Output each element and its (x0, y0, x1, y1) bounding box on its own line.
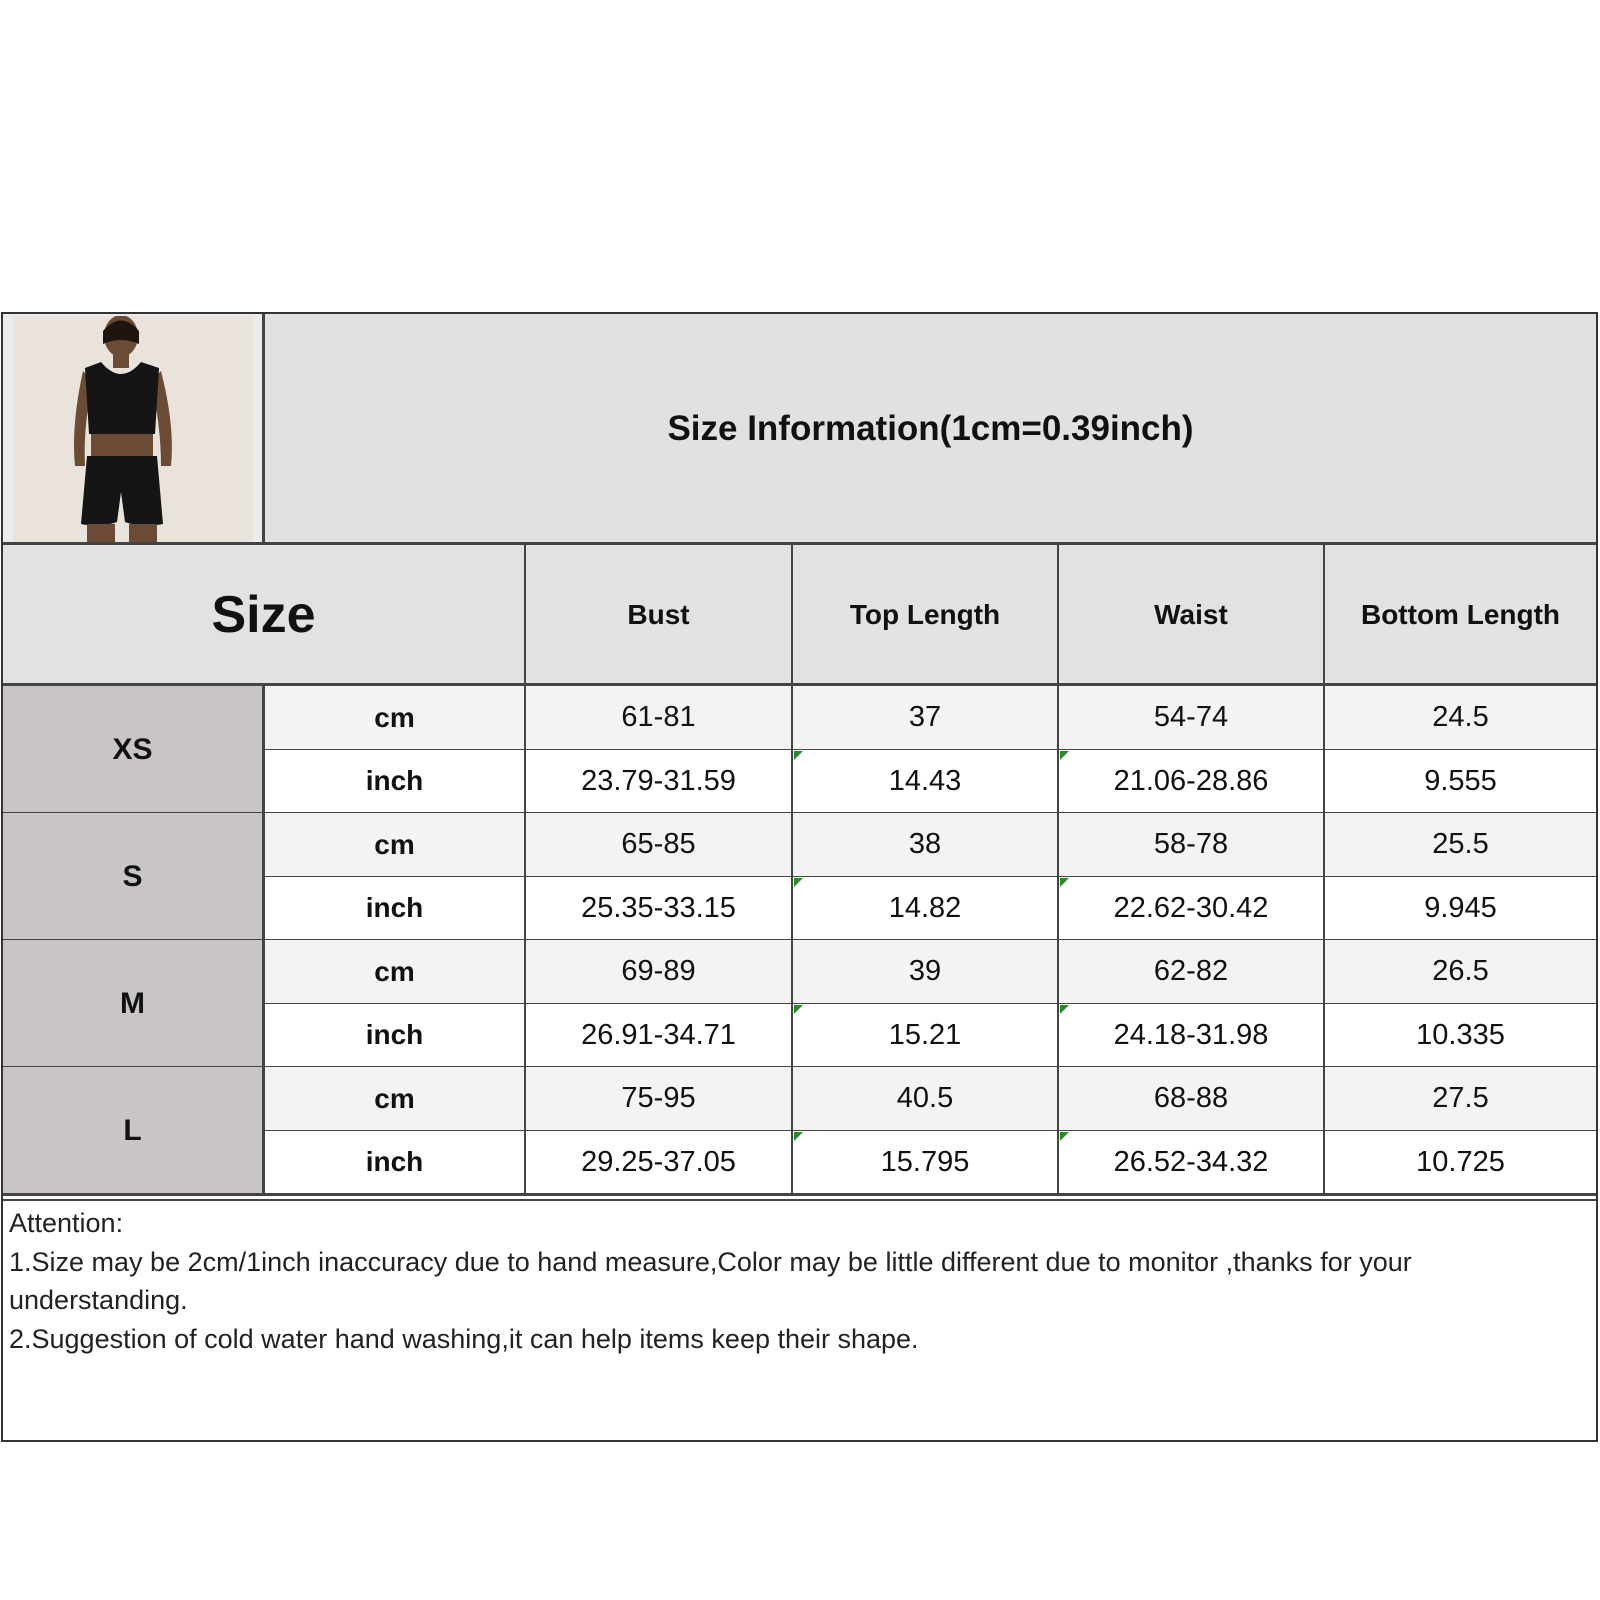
unit-label: cm (265, 940, 526, 1004)
cell-marker (1060, 878, 1069, 887)
measurement-cell: 27.5 (1325, 1067, 1596, 1131)
measurement-cell: 68-88 (1059, 1067, 1325, 1131)
measurement-cell: 58-78 (1059, 813, 1325, 877)
measurement-cell: 14.43 (793, 750, 1059, 814)
bust-column-header: Bust (526, 545, 793, 685)
size-column-header: Size (3, 545, 526, 685)
measurement-cell: 61-81 (526, 686, 793, 750)
measurement-cell: 22.62-30.42 (1059, 877, 1325, 941)
measurement-cell: 25.5 (1325, 813, 1596, 877)
page-title: Size Information(1cm=0.39inch) (265, 314, 1596, 544)
cell-marker (1060, 751, 1069, 760)
size-label: XS (3, 686, 265, 813)
attention-note-1: 1.Size may be 2cm/1inch inaccuracy due to hand measure,Color may be little different due to monitor ,thanks for your understanding. (9, 1246, 1412, 1315)
unit-label: inch (265, 750, 526, 814)
measurement-cell: 10.725 (1325, 1131, 1596, 1195)
cell-marker (794, 878, 803, 887)
measurement-cell: 15.795 (793, 1131, 1059, 1195)
size-label: L (3, 1067, 265, 1194)
measurement-cell: 62-82 (1059, 940, 1325, 1004)
product-photo (3, 314, 265, 544)
attention-note-2: 2.Suggestion of cold water hand washing,it can help items keep their shape. (9, 1323, 919, 1354)
size-chart (1, 312, 1598, 1442)
cell-marker (1060, 1005, 1069, 1014)
cell-marker (794, 1132, 803, 1141)
measurement-cell: 9.555 (1325, 750, 1596, 814)
attention-notes (9, 1204, 1589, 1358)
measurement-cell: 26.91-34.71 (526, 1004, 793, 1068)
measurement-cell: 23.79-31.59 (526, 750, 793, 814)
measurement-cell: 24.5 (1325, 686, 1596, 750)
bottom-length-column-header: Bottom Length (1325, 545, 1596, 685)
cell-marker (1060, 1132, 1069, 1141)
attention-heading: Attention: (9, 1208, 124, 1238)
measurement-cell: 38 (793, 813, 1059, 877)
unit-label: cm (265, 813, 526, 877)
measurement-cell: 24.18-31.98 (1059, 1004, 1325, 1068)
measurement-cell: 25.35-33.15 (526, 877, 793, 941)
measurement-cell: 65-85 (526, 813, 793, 877)
size-label: S (3, 813, 265, 940)
unit-label: inch (265, 877, 526, 941)
measurement-cell: 40.5 (793, 1067, 1059, 1131)
measurement-cell: 37 (793, 686, 1059, 750)
model-image (13, 316, 253, 542)
measurement-cell: 26.5 (1325, 940, 1596, 1004)
top-length-column-header: Top Length (793, 545, 1059, 685)
cell-marker (794, 1005, 803, 1014)
measurement-cell: 14.82 (793, 877, 1059, 941)
measurement-cell: 21.06-28.86 (1059, 750, 1325, 814)
measurement-cell: 9.945 (1325, 877, 1596, 941)
unit-label: inch (265, 1004, 526, 1068)
measurement-cell: 39 (793, 940, 1059, 1004)
measurement-cell: 10.335 (1325, 1004, 1596, 1068)
measurement-cell: 54-74 (1059, 686, 1325, 750)
unit-label: cm (265, 686, 526, 750)
measurement-cell: 29.25-37.05 (526, 1131, 793, 1195)
unit-label: inch (265, 1131, 526, 1195)
row-divider (3, 1193, 1596, 1196)
measurement-cell: 26.52-34.32 (1059, 1131, 1325, 1195)
waist-column-header: Waist (1059, 545, 1325, 685)
measurement-cell: 69-89 (526, 940, 793, 1004)
unit-label: cm (265, 1067, 526, 1131)
size-label: M (3, 940, 265, 1067)
measurement-cell: 15.21 (793, 1004, 1059, 1068)
cell-marker (794, 751, 803, 760)
measurement-cell: 75-95 (526, 1067, 793, 1131)
